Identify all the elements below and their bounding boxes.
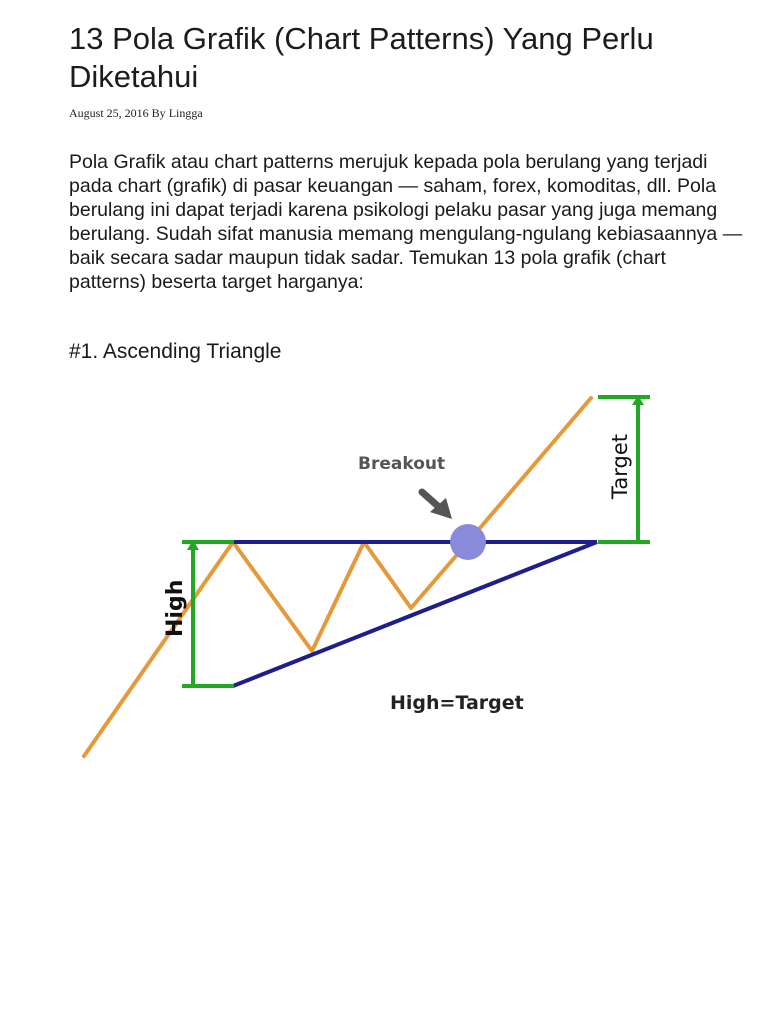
- high-equals-target-label: High=Target: [390, 692, 524, 714]
- author-link[interactable]: Lingga: [168, 106, 203, 120]
- breakout-arrow-shaft: [422, 492, 440, 508]
- high-label: High: [163, 579, 188, 637]
- post-date: August 25, 2016: [69, 106, 149, 120]
- intro-paragraph: Pola Grafik atau chart patterns merujuk kepada pola berulang yang terjadi pada chart (grafik) di pasar keuangan — saham, forex, komoditas, dll. Pola berulang ini dapat terjadi karena psikologi pelaku pasar yang juga memang berulang. Sudah sifat manusia memang mengulang-ngulang kebiasaannya — baik secara sadar maupun tidak sadar. Temukan 13 pola grafik (chart patterns) beserta target harganya:: [69, 151, 743, 293]
- page-title: 13 Pola Grafik (Chart Patterns) Yang Perlu Diketahui: [69, 21, 654, 94]
- breakout-label: Breakout: [358, 454, 446, 474]
- section-heading: #1. Ascending Triangle: [69, 340, 282, 363]
- by-label: By: [151, 106, 166, 120]
- target-label: Target: [608, 434, 632, 499]
- breakout-point: [450, 524, 486, 560]
